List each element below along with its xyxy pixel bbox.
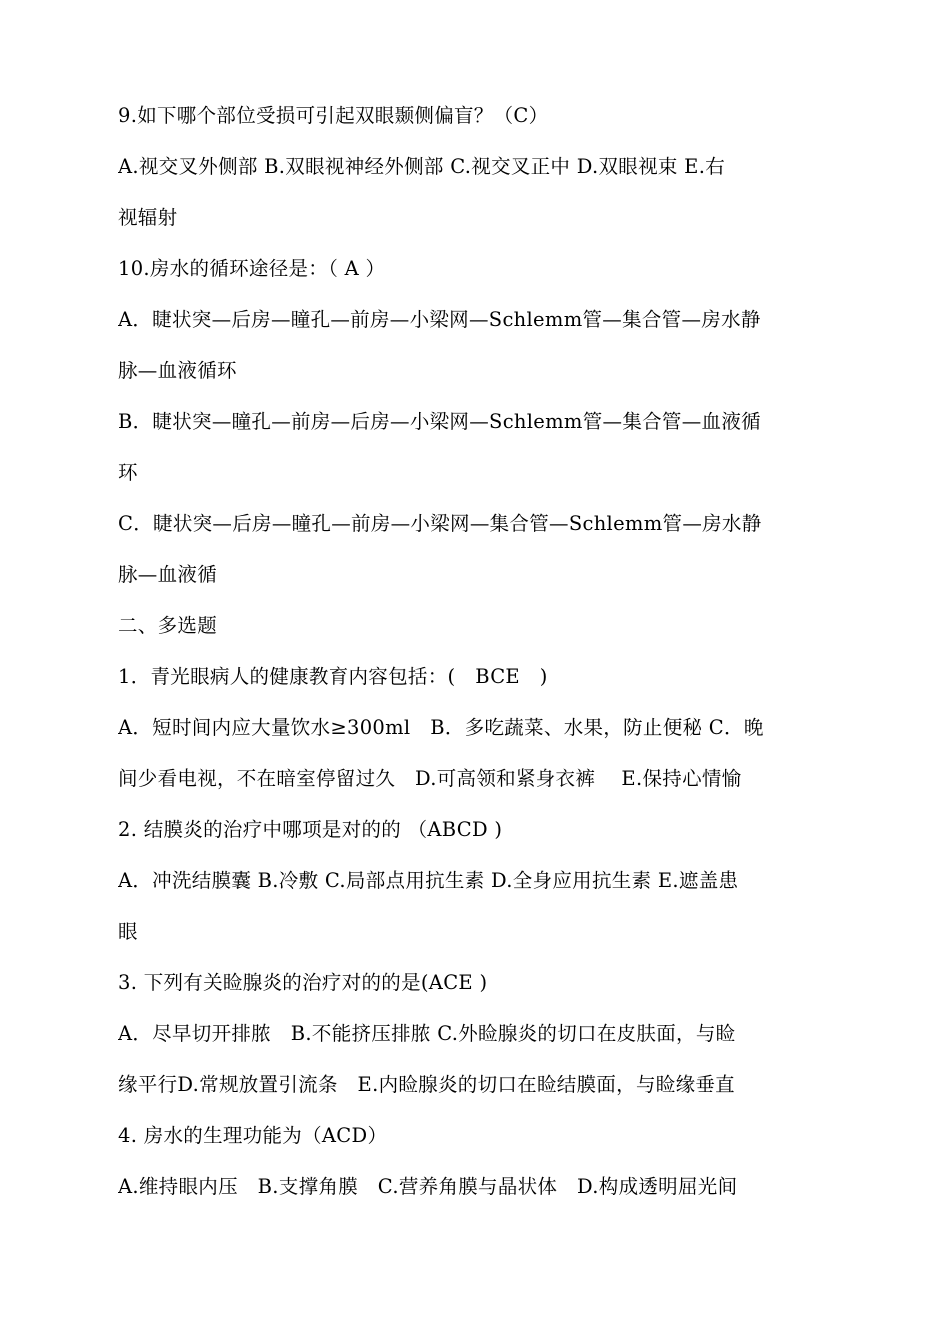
mc-question-1-options-cont: 间少看电视，不在暗室停留过久 D.可高领和紧身衣裤 E.保持心情愉 <box>118 767 742 790</box>
question-10-title: 10.房水的循环途径是：（ A ） <box>118 257 386 280</box>
question-10-option-b: B．睫状突—瞳孔—前房—后房—小梁网—Schlemm管—集合管—血液循 <box>118 410 761 433</box>
section-heading-multiple-choice: 二、多选题 <box>118 614 218 637</box>
document-page <box>118 96 834 1218</box>
mc-question-2-options: A．冲洗结膜囊 B.冷敷 C.局部点用抗生素 D.全身应用抗生素 E.遮盖患 <box>118 869 739 892</box>
mc-question-2-options-cont: 眼 <box>118 920 138 943</box>
mc-question-4-options: A.维持眼内压 B.支撑角膜 C.营养角膜与晶状体 D.构成透明屈光间 <box>118 1175 738 1198</box>
question-9-title: 9.如下哪个部位受损可引起双眼颞侧偏盲？（C） <box>118 104 549 127</box>
question-10-option-b-cont: 环 <box>118 461 138 484</box>
mc-question-1-options: A．短时间内应大量饮水≥300ml B．多吃蔬菜、水果，防止便秘 C．晚 <box>118 716 764 739</box>
question-9-options-cont: 视辐射 <box>118 206 178 229</box>
mc-question-2-title: 2. 结膜炎的治疗中哪项是对的的 （ABCD ) <box>118 818 503 841</box>
question-10-option-a-cont: 脉—血液循环 <box>118 359 237 382</box>
mc-question-3-options: A．尽早切开排脓 B.不能挤压排脓 C.外睑腺炎的切口在皮肤面，与睑 <box>118 1022 736 1045</box>
question-10-option-c: C．睫状突—后房—瞳孔—前房—小梁网—集合管—Schlemm管—房水静 <box>118 512 762 535</box>
mc-question-3-title: 3. 下列有关睑腺炎的治疗对的的是(ACE ) <box>118 971 488 994</box>
question-10-option-a: A．睫状突—后房—瞳孔—前房—小梁网—Schlemm管—集合管—房水静 <box>118 308 761 331</box>
question-10-option-c-cont: 脉—血液循 <box>118 563 217 586</box>
question-9-options: A.视交叉外侧部 B.双眼视神经外侧部 C.视交叉正中 D.双眼视束 E.右 <box>118 155 725 178</box>
mc-question-4-title: 4. 房水的生理功能为（ACD） <box>118 1124 388 1147</box>
mc-question-1-title: 1．青光眼病人的健康教育内容包括：( BCE ) <box>118 665 548 688</box>
mc-question-3-options-cont: 缘平行D.常规放置引流条 E.内睑腺炎的切口在睑结膜面，与睑缘垂直 <box>118 1073 735 1096</box>
